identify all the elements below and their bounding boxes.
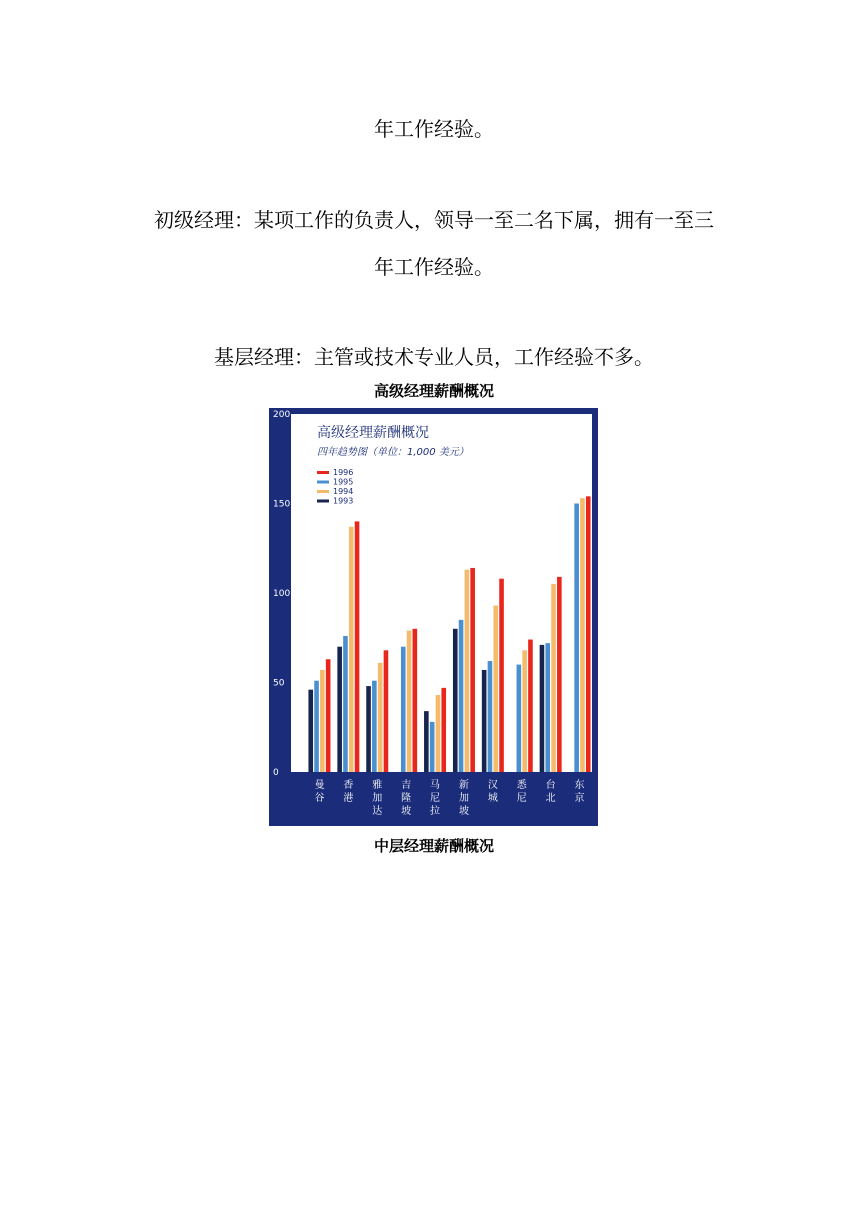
bar-1995-2	[372, 681, 377, 772]
x-tick-label: 香港	[343, 780, 354, 804]
bar-1994-0	[320, 670, 325, 772]
bar-1996-0	[326, 659, 331, 772]
bar-1995-9	[574, 504, 579, 773]
chart-panel	[269, 408, 598, 826]
x-tick-label: 汉城	[487, 780, 498, 804]
bar-1996-2	[384, 650, 389, 772]
doc-line-1: 年工作经验。	[374, 117, 494, 141]
bar-1993-2	[366, 686, 371, 772]
bar-1993-5	[453, 629, 458, 772]
bar-1996-3	[413, 629, 418, 772]
bar-1996-1	[355, 521, 360, 772]
bar-1995-6	[488, 661, 493, 772]
bar-1994-6	[493, 606, 498, 772]
x-tick-label: 曼谷	[314, 780, 325, 804]
x-tick-label: 台北	[545, 780, 556, 804]
bar-1994-1	[349, 527, 354, 772]
bar-1996-9	[586, 496, 591, 772]
chart-subtitle: 四年趋势图（单位：1,000 美元）	[317, 447, 469, 458]
legend-label: 1995	[333, 477, 354, 487]
bar-chart	[269, 408, 598, 826]
x-tick-label: 悉尼	[516, 780, 527, 804]
bar-1994-7	[522, 650, 527, 772]
bar-1995-3	[401, 647, 406, 772]
bar-1996-4	[441, 688, 446, 772]
bar-1993-4	[424, 711, 429, 772]
legend-label: 1994	[333, 487, 354, 496]
y-tick-label: 150	[273, 499, 291, 510]
bar-1996-6	[499, 579, 504, 772]
y-tick-label: 50	[273, 678, 285, 689]
y-axis	[273, 410, 290, 778]
bar-1994-8	[551, 584, 556, 772]
bar-1993-8	[540, 645, 545, 772]
legend-label: 1996	[333, 468, 354, 477]
x-tick-label: 东京	[574, 780, 585, 804]
legend-label: 1993	[333, 496, 354, 506]
figure-caption-top: 高级经理薪酬概况	[373, 382, 494, 400]
bar-1995-7	[517, 665, 522, 772]
x-tick-label: 新加坡	[458, 780, 469, 817]
legend-swatch	[317, 500, 329, 503]
bar-1996-7	[528, 640, 533, 772]
legend-swatch	[317, 481, 329, 484]
chart-title: 高级经理薪酬概况	[317, 425, 429, 441]
doc-line-2: 初级经理：某项工作的负责人，领导一至二名下属，拥有一至三	[154, 208, 714, 232]
bar-1995-0	[314, 681, 319, 772]
bar-1994-5	[465, 570, 470, 772]
bar-1994-4	[436, 695, 441, 772]
bar-1995-8	[545, 643, 550, 772]
x-tick-label: 马尼拉	[430, 780, 441, 817]
doc-line-3: 年工作经验。	[374, 255, 494, 279]
legend-swatch	[317, 471, 329, 474]
x-tick-label: 吉隆坡	[401, 780, 412, 817]
legend-swatch	[317, 490, 329, 493]
y-tick-label: 200	[273, 410, 291, 420]
bar-1994-2	[378, 663, 383, 772]
doc-line-4: 基层经理：主管或技术专业人员，工作经验不多。	[214, 345, 654, 369]
bar-1995-4	[430, 722, 435, 772]
bar-1993-0	[308, 690, 313, 772]
bar-1995-5	[459, 620, 464, 772]
bar-1996-5	[470, 568, 475, 772]
figure-caption-bottom: 中层经理薪酬概况	[373, 837, 494, 855]
bar-1993-6	[482, 670, 487, 772]
bar-1994-3	[407, 631, 412, 772]
x-tick-label: 雅加达	[372, 780, 383, 817]
y-tick-label: 0	[273, 768, 279, 778]
bar-1994-9	[580, 498, 585, 772]
bar-1996-8	[557, 577, 562, 772]
bar-1995-1	[343, 636, 348, 772]
y-tick-label: 100	[273, 589, 291, 599]
x-axis	[314, 778, 584, 817]
bar-1993-1	[337, 647, 342, 772]
